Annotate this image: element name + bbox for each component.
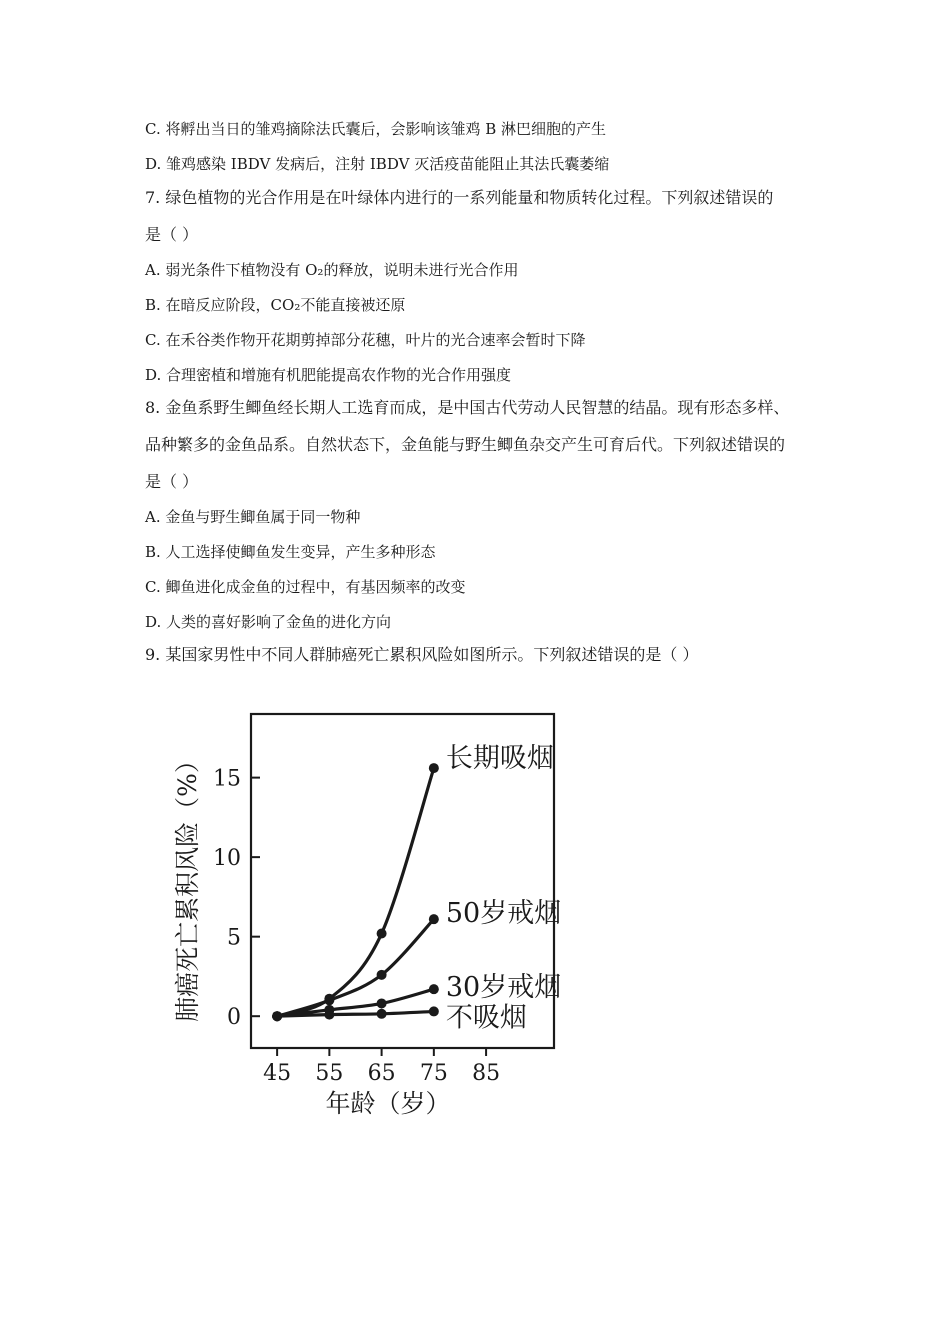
- data-point: [324, 1010, 334, 1020]
- data-point: [324, 995, 334, 1005]
- option-d-q7: D. 合理密植和增施有机肥能提高农作物的光合作用强度: [145, 366, 512, 384]
- y-tick-label: 0: [227, 1005, 241, 1031]
- y-tick-label: 10: [213, 846, 241, 872]
- risk-chart-svg: [160, 700, 580, 1140]
- option-c-q7: C. 在禾谷类作物开花期剪掉部分花穗，叶片的光合速率会暂时下降: [145, 331, 586, 349]
- data-point: [377, 1009, 387, 1019]
- x-tick-label: 75: [419, 1061, 448, 1086]
- data-point: [377, 928, 387, 938]
- data-point: [272, 1011, 282, 1021]
- option-d-q8: D. 人类的喜好影响了金鱼的进化方向: [145, 613, 392, 631]
- series-label: 不吸烟: [445, 1002, 527, 1034]
- data-point: [429, 914, 439, 924]
- y-tick-label: 5: [227, 925, 241, 951]
- data-point: [429, 984, 439, 994]
- question-8-stem: 8. 金鱼系野生鲫鱼经长期人工选育而成，是中国古代劳动人民智慧的结晶。现有形态多样、: [145, 398, 790, 417]
- data-point: [429, 763, 439, 773]
- y-tick-label: 15: [213, 766, 241, 792]
- x-axis-label: 年龄（岁）: [325, 1089, 451, 1118]
- y-axis-label: 肺癌死亡累积风险（%）: [173, 748, 202, 1022]
- data-point: [429, 1006, 439, 1016]
- series-line: [277, 919, 434, 1016]
- question-9-stem: 9. 某国家男性中不同人群肺癌死亡累积风险如图所示。下列叙述错误的是（ ）: [145, 645, 699, 664]
- question-8-stem-end: 是（ ）: [145, 472, 199, 491]
- question-8-stem-cont: 品种繁多的金鱼品系。自然状态下，金鱼能与野生鲫鱼杂交产生可育后代。下列叙述错误的: [145, 435, 786, 454]
- series-label: 30岁戒烟: [445, 972, 562, 1004]
- x-tick-label: 65: [367, 1061, 396, 1086]
- option-b-q8: B. 人工选择使鲫鱼发生变异，产生多种形态: [145, 543, 436, 561]
- x-tick-label: 85: [472, 1061, 501, 1086]
- question-7-stem: 7. 绿色植物的光合作用是在叶绿体内进行的一系列能量和物质转化过程。下列叙述错误的: [145, 188, 774, 207]
- question-7-stem-cont: 是（ ）: [145, 225, 199, 244]
- risk-chart: [160, 700, 580, 1140]
- option-a-q8: A. 金鱼与野生鲫鱼属于同一物种: [145, 508, 361, 526]
- option-d-q6: D. 雏鸡感染 IBDV 发病后，注射 IBDV 灭活疫苗能阻止其法氏囊萎缩: [145, 155, 610, 173]
- series-line: [277, 768, 434, 1016]
- option-a-q7: A. 弱光条件下植物没有 O₂的释放，说明未进行光合作用: [145, 261, 519, 279]
- series-label: 长期吸烟: [445, 743, 554, 775]
- data-point: [377, 970, 387, 980]
- x-tick-label: 45: [263, 1061, 292, 1086]
- option-c-q8: C. 鲫鱼进化成金鱼的过程中，有基因频率的改变: [145, 578, 466, 596]
- option-c-q6: C. 将孵出当日的雏鸡摘除法氏囊后，会影响该雏鸡 B 淋巴细胞的产生: [145, 120, 607, 138]
- option-b-q7: B. 在暗反应阶段，CO₂不能直接被还原: [145, 296, 406, 314]
- series-label: 50岁戒烟: [445, 898, 562, 930]
- data-point: [377, 998, 387, 1008]
- x-tick-label: 55: [315, 1061, 344, 1086]
